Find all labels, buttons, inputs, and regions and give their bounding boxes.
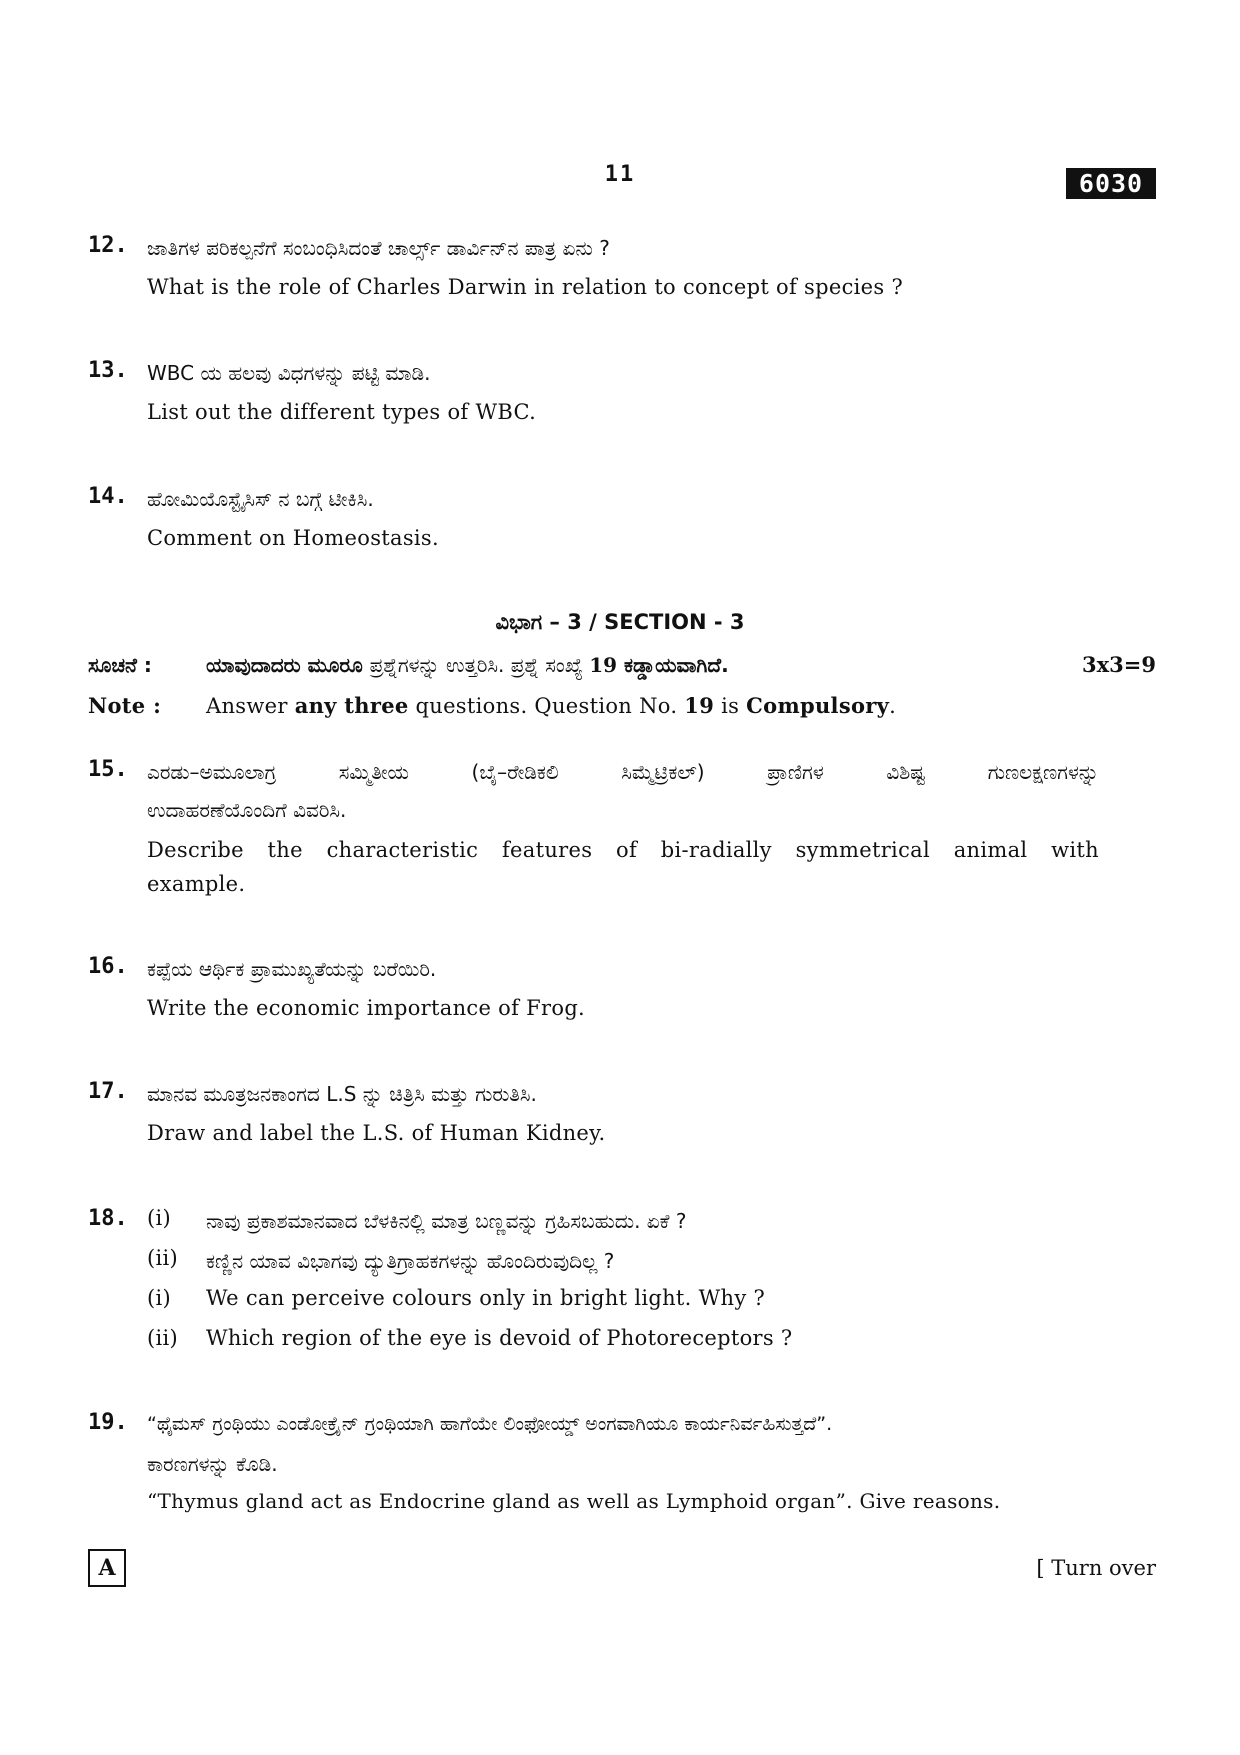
subquestion-text-kannada: ನಾವು ಪ್ರಕಾಶಮಾನವಾದ ಬೆಳಕಿನಲ್ಲಿ ಮಾತ್ರ ಬಣ್ಣವನ್ನು ಗ್ರಹಿಸಬಹುದು. ಏಕೆ ? — [206, 1209, 687, 1233]
question-text-kannada: “ಥೈಮಸ್ ಗ್ರಂಥಿಯು ಎಂಡೋಕ್ರೈನ್ ಗ್ರಂಥಿಯಾಗಿ ಹಾಗೆಯೇ ಲಿಂಫೋಯ್ಡ್ ಅಂಗವಾಗಿಯೂ ಕಾರ್ಯನಿರ್ವಹಿಸುತ್ತದೆ”. — [147, 1413, 833, 1435]
turn-over-text: [ Turn over — [1036, 1556, 1156, 1580]
section-title: ವಿಭಾಗ – 3 / SECTION - 3 — [495, 610, 745, 634]
question-text-kannada: ಎರಡು–ಅಮೂಲಾಗ್ರ ಸಮ್ಮಿತೀಯ (ಬೈ–ರೇಡಿಕಲಿ ಸಿಮ್ಮೆಟ್ರಿಕಲ್) ಪ್ರಾಣಿಗಳ ವಿಶಿಷ್ಟ ಗುಣಲಕ್ಷಣಗಳನ್ನು — [147, 760, 1099, 784]
subquestion-label: (i) — [147, 1286, 172, 1310]
question-number: 13. — [88, 358, 128, 383]
question-text-kannada: ಮಾನವ ಮೂತ್ರಜನಕಾಂಗದ L.S ನ್ನು ಚಿತ್ರಿಸಿ ಮತ್ತು ಗುರುತಿಸಿ. — [147, 1082, 537, 1106]
instruction-label-kannada: ಸೂಚನೆ : — [88, 653, 152, 677]
subquestion-text-kannada: ಕಣ್ಣಿನ ಯಾವ ವಿಭಾಗವು ದ್ಯುತಿಗ್ರಾಹಕಗಳನ್ನು ಹೊಂದಿರುವುದಿಲ್ಲ ? — [206, 1249, 615, 1273]
question-text-english: Comment on Homeostasis. — [147, 526, 439, 550]
note-label: Note : — [88, 693, 162, 718]
subquestion-label: (ii) — [147, 1246, 179, 1270]
question-number: 17. — [88, 1079, 128, 1104]
subquestion-text-english: Which region of the eye is devoid of Photoreceptors ? — [206, 1326, 793, 1350]
question-text-kannada: ಕಾರಣಗಳನ್ನು ಕೊಡಿ. — [147, 1452, 278, 1476]
subquestion-label: (ii) — [147, 1326, 179, 1350]
question-text-english: List out the different types of WBC. — [147, 400, 537, 424]
question-text-english: example. — [147, 872, 246, 896]
paper-code-badge: 6030 — [1066, 168, 1156, 199]
question-text-english: Draw and label the L.S. of Human Kidney. — [147, 1121, 606, 1145]
question-number: 14. — [88, 484, 128, 509]
page-number: 11 — [604, 162, 636, 187]
question-text-english: Describe the characteristic features of bi-radially symmetrical animal with — [147, 838, 1099, 862]
question-text-kannada: ಕಪ್ಪೆಯ ಆರ್ಥಿಕ ಪ್ರಾಮುಖ್ಯತೆಯನ್ನು ಬರೆಯಿರಿ. — [147, 957, 437, 981]
section-marks: 3x3=9 — [1082, 652, 1156, 677]
subquestion-text-english: We can perceive colours only in bright light. Why ? — [206, 1286, 766, 1310]
question-number: 12. — [88, 233, 128, 258]
paper-version-box: A — [88, 1549, 126, 1587]
question-text-english: What is the role of Charles Darwin in relation to concept of species ? — [147, 275, 904, 299]
note-text: Answer any three questions. Question No. 19 is Compulsory. — [206, 693, 897, 718]
question-text-kannada: WBC ಯ ಹಲವು ವಿಧಗಳನ್ನು ಪಟ್ಟಿ ಮಾಡಿ. — [147, 361, 431, 385]
subquestion-label: (i) — [147, 1206, 172, 1230]
question-text-kannada: ಉದಾಹರಣೆಯೊಂದಿಗೆ ವಿವರಿಸಿ. — [147, 798, 347, 822]
question-number: 19. — [88, 1410, 128, 1435]
question-text-kannada: ಜಾತಿಗಳ ಪರಿಕಲ್ಪನೆಗೆ ಸಂಬಂಧಿಸಿದಂತೆ ಚಾರ್ಲ್ಸ್ ಡಾರ್ವಿನ್‌ನ ಪಾತ್ರ ಏನು ? — [147, 236, 610, 260]
question-text-english: “Thymus gland act as Endocrine gland as well as Lymphoid organ”. Give reasons. — [147, 1489, 1001, 1513]
question-number: 18. — [88, 1206, 128, 1231]
question-number: 16. — [88, 954, 128, 979]
question-text-kannada: ಹೋಮಿಯೊಸ್ಟೈಸಿಸ್ ನ ಬಗ್ಗೆ ಟೀಕಿಸಿ. — [147, 487, 374, 511]
question-text-english: Write the economic importance of Frog. — [147, 996, 586, 1020]
instruction-text-kannada: ಯಾವುದಾದರು ಮೂರೂ ಪ್ರಶ್ನೆಗಳನ್ನು ಉತ್ತರಿಸಿ. ಪ್ರಶ್ನೆ ಸಂಖ್ಯೆ 19 ಕಡ್ಡಾಯವಾಗಿದೆ. — [206, 653, 729, 677]
question-number: 15. — [88, 757, 128, 782]
